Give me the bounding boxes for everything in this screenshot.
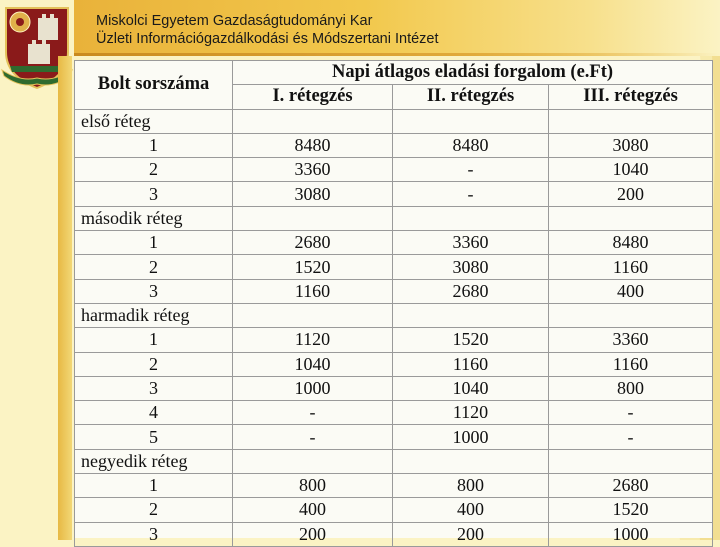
sales-value-cell: 8480 [233, 133, 393, 157]
sales-value-cell: 8480 [549, 231, 713, 255]
sales-value-cell: 800 [393, 474, 549, 498]
sales-value-cell: 3080 [233, 182, 393, 206]
sales-value-cell: 400 [233, 498, 393, 522]
sales-value-cell: 2680 [549, 474, 713, 498]
sales-value-cell: 1160 [233, 279, 393, 303]
table-row [75, 376, 713, 400]
sales-table-container [74, 60, 712, 544]
sales-value-cell: 1520 [549, 498, 713, 522]
table-header-row [75, 61, 713, 85]
sales-value-cell: 2680 [233, 231, 393, 255]
column-header: I. rétegzés [233, 85, 393, 109]
sales-value-cell: 1160 [393, 352, 549, 376]
table-row [75, 255, 713, 279]
empty-cell [233, 206, 393, 230]
left-accent-bar [58, 56, 72, 540]
store-number: 1 [75, 133, 233, 157]
sales-value-cell: 1520 [393, 328, 549, 352]
sales-value-cell: 3360 [233, 158, 393, 182]
sales-value-cell: - [549, 401, 713, 425]
table-row [75, 474, 713, 498]
table-row [75, 352, 713, 376]
sales-value-cell: 200 [393, 522, 549, 546]
empty-cell [233, 303, 393, 327]
store-number: 3 [75, 182, 233, 206]
sales-value-cell: - [549, 425, 713, 449]
store-number: 3 [75, 279, 233, 303]
sales-value-cell: 3080 [549, 133, 713, 157]
table-row [75, 401, 713, 425]
empty-cell [549, 303, 713, 327]
table-row [75, 182, 713, 206]
table-row [75, 498, 713, 522]
sales-value-cell: 1040 [393, 376, 549, 400]
empty-cell [393, 449, 549, 473]
empty-cell [549, 449, 713, 473]
sales-value-cell: - [233, 425, 393, 449]
stratum-label: harmadik réteg [75, 303, 233, 327]
store-number: 4 [75, 401, 233, 425]
table-row [75, 231, 713, 255]
table-row [75, 133, 713, 157]
store-number: 3 [75, 522, 233, 546]
sales-value-cell: 1040 [233, 352, 393, 376]
stratum-label: negyedik réteg [75, 449, 233, 473]
table-row [75, 425, 713, 449]
empty-cell [393, 109, 549, 133]
institute-name: Üzleti Információgazdálkodási és Módszertani Intézet [96, 31, 439, 47]
sales-value-cell: - [393, 182, 549, 206]
stratum-row [75, 449, 713, 473]
sales-value-cell: 1120 [233, 328, 393, 352]
header-text [96, 12, 439, 48]
table-row [75, 328, 713, 352]
column-header: III. rétegzés [549, 85, 713, 109]
table-row [75, 279, 713, 303]
sales-value-cell: 1000 [233, 376, 393, 400]
store-number: 2 [75, 158, 233, 182]
sales-value-cell: 200 [549, 182, 713, 206]
store-number: 1 [75, 328, 233, 352]
table-row [75, 522, 713, 546]
group-header: Napi átlagos eladási forgalom (e.Ft) [233, 61, 713, 85]
sales-value-cell: 200 [233, 522, 393, 546]
table-row [75, 158, 713, 182]
corner-header: Bolt sorszáma [75, 61, 233, 110]
sales-table [74, 60, 713, 547]
sales-value-cell: 400 [393, 498, 549, 522]
sales-value-cell: 1160 [549, 352, 713, 376]
sales-value-cell: 800 [549, 376, 713, 400]
store-number: 3 [75, 376, 233, 400]
empty-cell [549, 206, 713, 230]
stratum-row [75, 303, 713, 327]
empty-cell [233, 109, 393, 133]
sales-value-cell: 3360 [549, 328, 713, 352]
sales-value-cell: 1000 [393, 425, 549, 449]
store-number: 1 [75, 474, 233, 498]
stratum-row [75, 109, 713, 133]
sales-value-cell: 3080 [393, 255, 549, 279]
sales-value-cell: 1520 [233, 255, 393, 279]
sales-value-cell: 8480 [393, 133, 549, 157]
stratum-label: második réteg [75, 206, 233, 230]
store-number: 2 [75, 352, 233, 376]
sales-value-cell: 3360 [393, 231, 549, 255]
empty-cell [233, 449, 393, 473]
sales-value-cell: 1040 [549, 158, 713, 182]
sales-value-cell: - [233, 401, 393, 425]
sales-value-cell: 1120 [393, 401, 549, 425]
empty-cell [393, 303, 549, 327]
sales-value-cell: 800 [233, 474, 393, 498]
store-number: 1 [75, 231, 233, 255]
sales-value-cell: 1000 [549, 522, 713, 546]
store-number: 5 [75, 425, 233, 449]
empty-cell [393, 206, 549, 230]
header-divider [74, 53, 720, 56]
header-bar [74, 0, 720, 56]
store-number: 2 [75, 498, 233, 522]
stratum-row [75, 206, 713, 230]
stratum-label: első réteg [75, 109, 233, 133]
sales-value-cell: - [393, 158, 549, 182]
institution-name: Miskolci Egyetem Gazdaságtudományi Kar [96, 13, 373, 29]
sales-value-cell: 400 [549, 279, 713, 303]
sales-value-cell: 1160 [549, 255, 713, 279]
column-header: II. rétegzés [393, 85, 549, 109]
sales-value-cell: 2680 [393, 279, 549, 303]
empty-cell [549, 109, 713, 133]
store-number: 2 [75, 255, 233, 279]
